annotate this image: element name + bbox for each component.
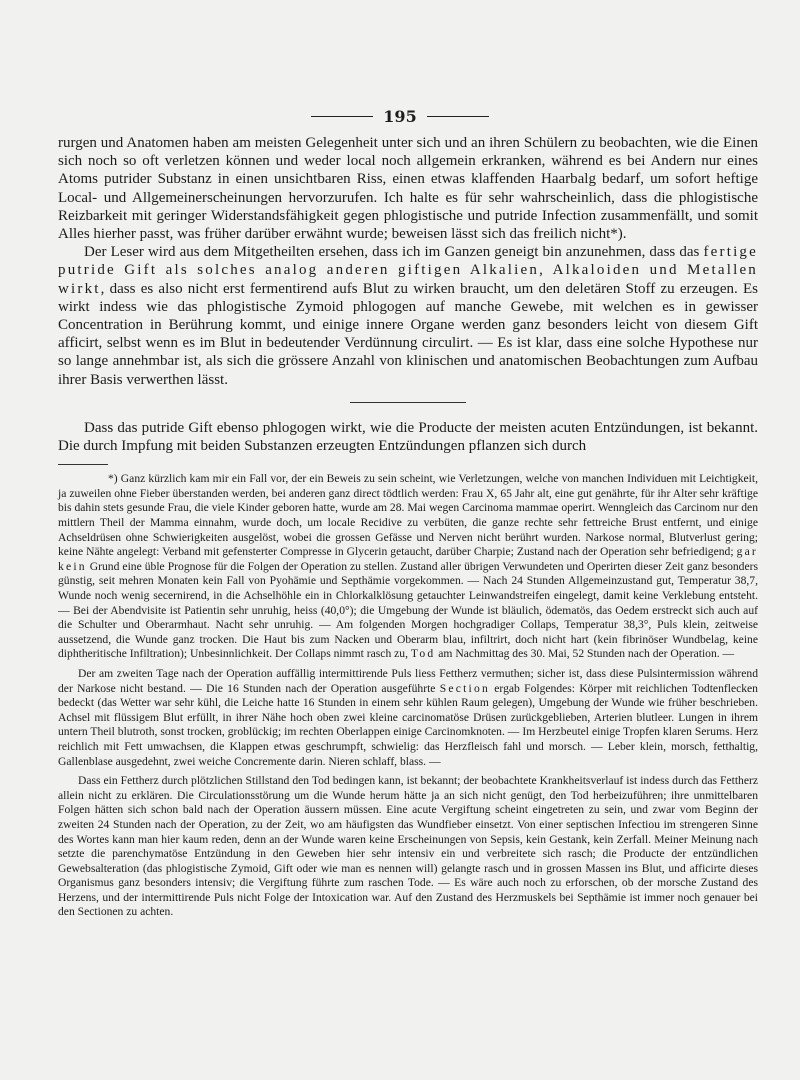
footnote-p1-part-b: Grund eine üble Prognose für die Folgen der Operation zu stellen. Zustand aller übrigen Verwundeten und Operirten dieser Zeit ganz besonders günstig, seit mehren Monaten kein Fall von Pyohämie und Septhämie vorgekommen. — Nach 24 Stunden Allgemeinzustand gut, Temperatur 38,7, Wunde noch wenig secernirend, in die Achselhöhle ein in Chlorkalklösung getauchter Leinwandstreifen eingelegt, damit keine Verklebung entsteht. — Bei der Abendvisite ist Patientin sehr unruhig, heiss (40,0°); die Umgebung der Wunde ist bläulich, ödematös, das Oedem erstreckt sich auch auf die Schulter und Oberarmhaut. Nacht sehr unruhig. — Am folgenden Morgen hochgradiger Collaps, Temperatur 38,3°, Puls klein, zeitweise aussetzend, die Wunde ganz trocken. Die Haut bis zum Nacken und Oberarm blau, infiltrirt, doch nicht hart (kein fibrinöser Wundbelag, keine diphtheritische Infiltration); Unbesinnlichkeit. Der Collaps nimmt rasch zu,: [58, 559, 758, 661]
footnote-paragraph-1: [58, 472, 758, 662]
footnote-p2-part-b: ergab Folgendes: Körper mit reichlichen Todtenflecken bedeckt (das Wetter war sehr kühl, die Leiche hatte 16 Stunden in einem sehr kühlen Raum gelegen), Umgebung der Wunde wie früher beschrieben. Achsel mit flüssigem Blut erfüllt, in ihrer Nähe hoch oben zwei kleine carcinomatöse Drüsen zurückgeblieben, Arterien blutleer. Lungen in ihrem untern Theil blutroth, sonst trocken, groblückig; im rechten Oberlappen einige Carcinomknoten. — Im Herzbeutel einige Tropfen klaren Serums. Herz reichlich mit Fett umwachsen, die Klappen etwas geschrumpft, schwielig: das Herzfleisch fahl und morsch. — Leber klein, morsch, fetthaltig, Gallenblase ausgedehnt, zwei weiche Concremente darin. Nieren schlaff, blass. —: [58, 681, 758, 768]
paragraph-3: Dass das putride Gift ebenso phlogogen wirkt, wie die Producte der meisten acuten Entzündungen, ist bekannt. Die durch Impfung mit beiden Substanzen erzeugten Entzündungen pflanzen sich durch: [58, 419, 758, 455]
paragraph-2-spaced: fertige putride Gift als solches analog anderen giftigen Alkalien, Alkaloiden und Metallen wirkt: [58, 244, 758, 297]
footnote-p1-spaced: gar kein: [58, 545, 758, 573]
footnote-p2-part-a: Der am zweiten Tage nach der Operation auffällig intermittirende Puls liess Fettherz vermuthen; sicher ist, dass diese Pulsintermission während der Narkose nicht bestand. — Die 16 Stunden nach der Operation ausgeführte: [58, 666, 758, 695]
footnote: [58, 472, 758, 920]
page-header: [0, 107, 800, 126]
footnote-paragraph-2: [58, 667, 758, 769]
footnote-p2-spaced: Section: [439, 681, 490, 695]
footnote-rule: [58, 464, 108, 465]
paragraph-2: [58, 243, 758, 389]
header-rule-right: [427, 116, 489, 117]
main-text: [58, 134, 758, 920]
footnote-p1-part-a: *) Ganz kürzlich kam mir ein Fall vor, der ein Beweis zu sein scheint, wie Verletzungen, welche von manchen Individuen mit Leichtigkeit, ja zuweilen ohne Fieber überstanden werden, bei anderen ganz direct tödtlich werden: Frau X, 65 Jahr alt, eine gut genährte, für ihr Alter sehr kräftige bis dahin stets gesunde Frau, die viele Kinder geboren hatte, wurde am 28. Mai wegen Carcinoma mammae operirt. Wenngleich das Carcinom nur den mittlern Theil der Mamma einnahm, wurde doch, um locale Recidive zu verbüten, die ganze rechte sehr fettreiche Brust entfernt, und einige Achseldrüsen ohne Schwierigkeiten ausgelöst, wobei die grossen Gefässe und Nerven nicht berührt wurden. Narkose normal, Blutverlust gering; keine Nähte angelegt: Verband mit gefensterter Compresse in Glycerin getaucht, darüber Charpie; Zustand nach der Operation sehr befriedigend;: [58, 472, 758, 559]
paragraph-2-part-a: Der Leser wird aus dem Mitgetheilten ersehen, dass ich im Ganzen geneigt bin anzunehmen, dass das: [84, 244, 704, 261]
paragraph-1: rurgen und Anatomen haben am meisten Gelegenheit unter sich und an ihren Schülern zu beobachten, wie die Einen sich noch so oft verletzen können und weder local noch allgemein erkranken, während es bei Andern nur eines Atoms putrider Substanz in einen unsichtbaren Riss, einen etwas klaffenden Haarbalg bedarf, um sofort heftige Local- und Allgemeinerscheinungen hervorzurufen. Ich halte es für sehr wahrscheinlich, dass die phlogistische Reizbarkeit mit geringer Widerstandsfähigkeit gegen phlogistische und putride Infection zusammenfällt, und somit Alles hierher passt, was früher darüber erwähnt wurde; beweisen lässt sich das freilich nicht*).: [58, 135, 758, 243]
section-divider: [350, 402, 466, 403]
header-rule-left: [311, 116, 373, 117]
footnote-paragraph-3: Dass ein Fettherz durch plötzlichen Stillstand den Tod bedingen kann, ist bekannt; der beobachtete Krankheitsverlauf ist indess durch das Fettherz allein nicht zu erklären. Die Circulationsstörung um die Wunde herum hätte ja an sich nicht genügt, den Tod herbeizuführen; ihre unmittelbaren Folgen hätten sich schon bald nach der Operation äussern müssen. Eine acute Vergiftung scheint eingetreten zu sein, und zwar vom Beginn der zweiten 24 Stunden nach der Operation, zu der Zeit, wo am häufigsten das Wundfieber einsetzt. Von einer septischen Infectiou im strengeren Sinne des Wortes kann man hier kaum reden, denn an der Wunde waren keine Erscheinungen von Sepsis, kein Gestank, kein Zerfall. Meiner Meinung nach setzte die parenchymatöse Entzündung in den Geweben hier sehr intensiv ein und verbreitete sich rasch; die Producte der entzündlichen Gewebsalteration (das phlogistische Zymoid, Gift oder wie man es nennen will) gelangte rasch und in grossen Massen ins Blut, und afficirte dieses Organismus ganz besonders intensiv; die Vergiftung führte zum raschen Tode. — Es wäre auch noch zu erforschen, ob der morsche Zustand des Herzens, und der intermittirende Puls nicht Folge der Intoxication war. Auf den Zustand des Herzmuskels bei Septhämie ist immer noch genauer bei den Sectionen zu achten.: [58, 774, 758, 919]
footnote-p1-spaced-2: Tod: [410, 647, 436, 661]
footnote-p1-part-c: am Nachmittag des 30. Mai, 52 Stunden nach der Operation. —: [435, 647, 735, 661]
paragraph-2-part-b: , dass es also nicht erst fermentirend aufs Blut zu wirken braucht, um den deletären Stoff zu erzeugen. Es wirkt indess wie das phlogistische Zymoid phlogogen auf manche Gewebe, mit welchen es in gewisser Concentration in Berührung kommt, und einige innere Organe werden ganz besonders leicht von diesem Gift afficirt, selbst wenn es im Blut in bedeutender Verdünnung circulirt. — Es ist klar, dass eine solche Hypothese nur so lange annehmbar ist, als sich die grössere Anzahl von klinischen und anatomischen Beobachtungen zum Aufbau ihrer Basis verwerthen lässt.: [58, 280, 758, 388]
page-number: 195: [383, 107, 417, 126]
